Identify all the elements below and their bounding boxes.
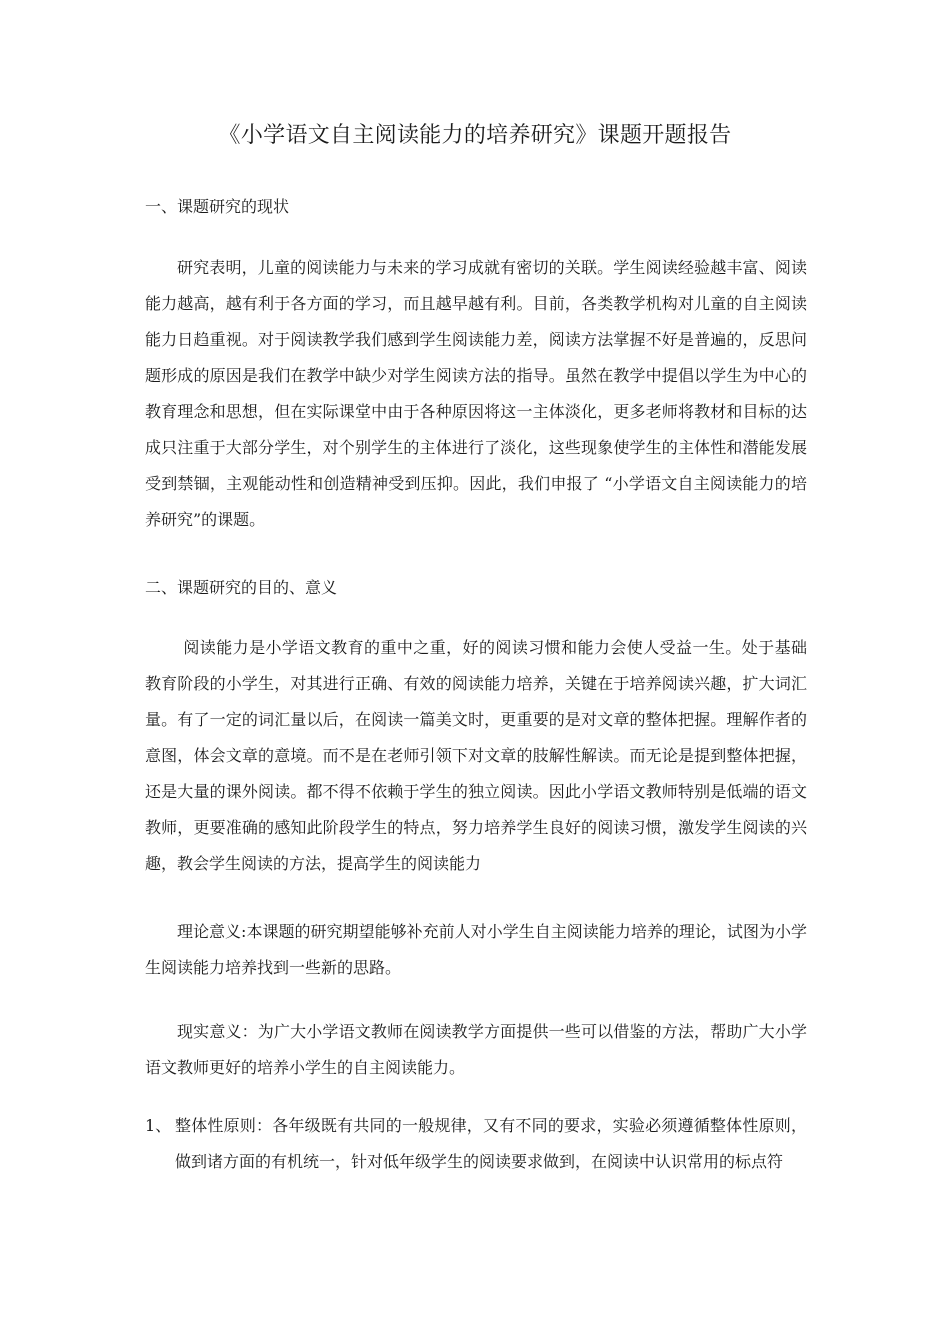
list-item-principle (145, 1108, 807, 1180)
paragraph-purpose: 阅读能力是小学语文教育的重中之重，好的阅读习惯和能力会使人受益一生。处于基础教育阶段的小学生，对其进行正确、有效的阅读能力培养，关键在于培养阅读兴趣，扩大词汇量。有了一定的词汇量以后，在阅读一篇美文时，更重要的是对文章的整体把握。理解作者的意图，体会文章的意境。而不是在老师引领下对文章的肢解性解读。而无论是提到整体把握，还是大量的课外阅读。都不得不依赖于学生的独立阅读。因此小学语文教师特别是低端的语文教师，更要准确的感知此阶段学生的特点，努力培养学生良好的阅读习惯，激发学生阅读的兴趣，教会学生阅读的方法，提高学生的阅读能力 (145, 638, 807, 873)
document-title: 《小学语文自主阅读能力的培养研究》课题开题报告 (218, 123, 732, 148)
list-item-text: 整体性原则：各年级既有共同的一般规律，又有不同的要求，实验必须遵循整体性原则，做到诸方面的有机统一，针对低年级学生的阅读要求做到，在阅读中认识常用的标点符 (175, 1116, 807, 1171)
list-item-number: 1、 (145, 1116, 172, 1135)
section-heading-status: 一、课题研究的现状 (145, 197, 290, 216)
section-heading-purpose: 二、课题研究的目的、意义 (145, 578, 338, 597)
paragraph-practical-significance: 现实意义：为广大小学语文教师在阅读教学方面提供一些可以借鉴的方法，帮助广大小学语文教师更好的培养小学生的自主阅读能力。 (145, 1022, 807, 1077)
paragraph-theory-significance: 理论意义:本课题的研究期望能够补充前人对小学生自主阅读能力培养的理论，试图为小学生阅读能力培养找到一些新的思路。 (145, 922, 807, 977)
paragraph-status: 研究表明，儿童的阅读能力与未来的学习成就有密切的关联。学生阅读经验越丰富、阅读能力越高，越有利于各方面的学习，而且越早越有利。目前，各类教学机构对儿童的自主阅读能力日趋重视。对于阅读教学我们感到学生阅读能力差，阅读方法掌握不好是普遍的，反思问题形成的原因是我们在教学中缺少对学生阅读方法的指导。虽然在教学中提倡以学生为中心的教育理念和思想，但在实际课堂中由于各种原因将这一主体淡化，更多老师将教材和目标的达成只注重于大部分学生，对个别学生的主体进行了淡化，这些现象使学生的主体性和潜能发展受到禁锢，主观能动性和创造精神受到压抑。因此，我们申报了 “小学语文自主阅读能力的培养研究”的课题。 (145, 258, 807, 529)
